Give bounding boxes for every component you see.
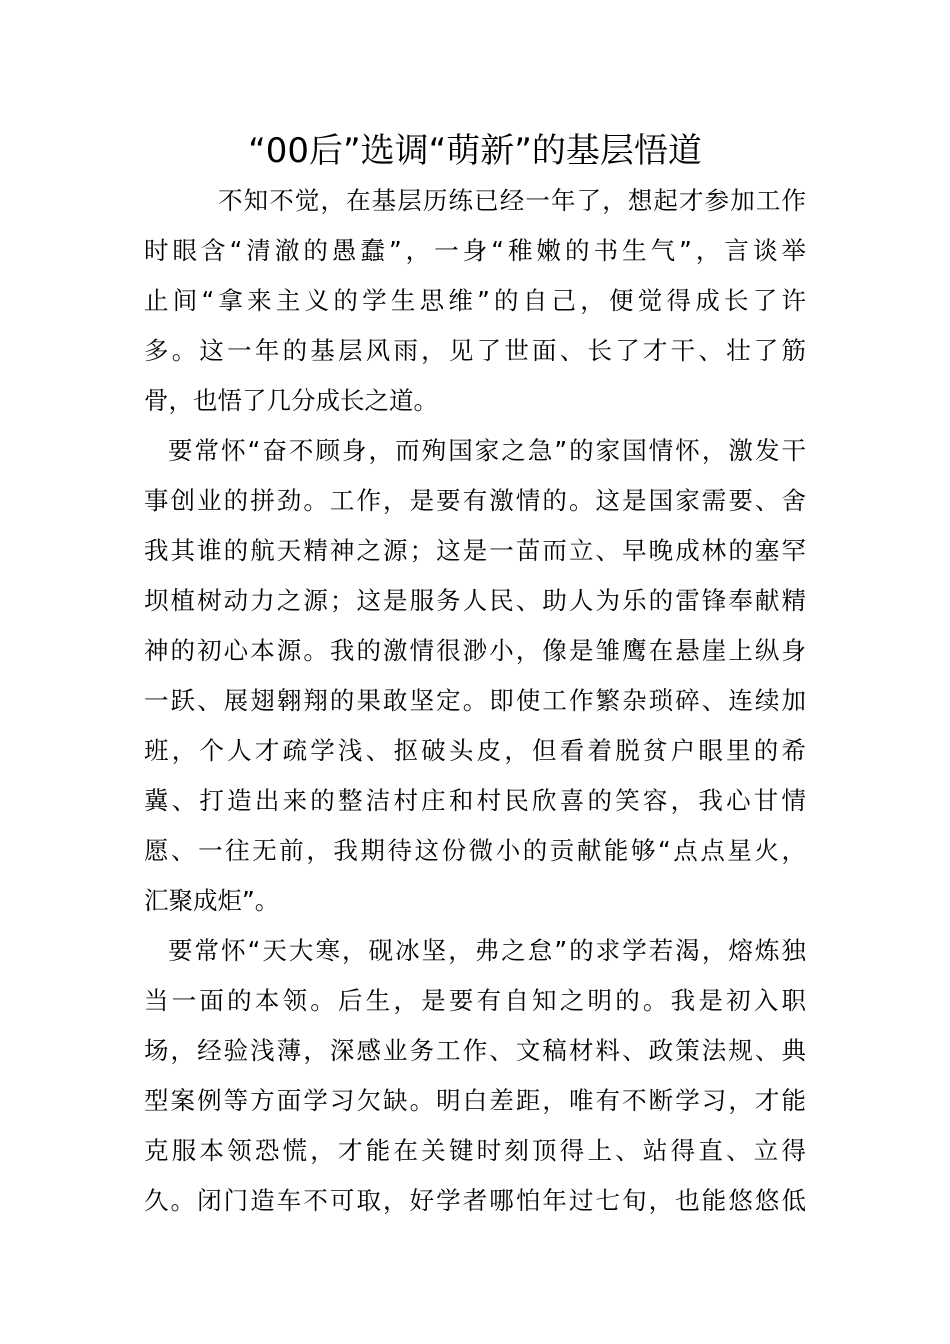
text-line: 型案例等方面学习欠缺。明白差距，唯有不断学习，才能 <box>144 1086 806 1115</box>
paragraph-3 <box>144 926 806 1226</box>
text-line: 神的初心本源。我的激情很渺小，像是雏鹰在悬崖上纵身 <box>144 636 806 665</box>
text-line: 事创业的拼劲。工作，是要有激情的。这是国家需要、舍 <box>144 486 806 515</box>
text-line: 骨，也悟了几分成长之道。 <box>144 386 438 415</box>
text-line: 多。这一年的基层风雨，见了世面、长了才干、壮了筋 <box>144 336 806 365</box>
text-line: 要常怀“天大寒，砚冰坚，弗之怠”的求学若渴，熔炼独 <box>168 936 806 965</box>
paragraph-2 <box>144 426 806 926</box>
text-line: 克服本领恐慌，才能在关键时刻顶得上、站得直、立得 <box>144 1136 806 1165</box>
text-line: 班，个人才疏学浅、抠破头皮，但看着脱贫户眼里的希 <box>144 736 806 765</box>
paragraph-1 <box>144 176 806 426</box>
text-line: 汇聚成炬”。 <box>144 886 280 915</box>
document-title: “00后”选调“萌新”的基层悟道 <box>248 131 702 171</box>
text-line: 久。闭门造车不可取，好学者哪怕年过七旬，也能悠悠低 <box>144 1186 806 1215</box>
text-line: 止间“拿来主义的学生思维”的自己，便觉得成长了许 <box>144 286 806 315</box>
text-line: 场，经验浅薄，深感业务工作、文稿材料、政策法规、典 <box>144 1036 806 1065</box>
text-line: 冀、打造出来的整洁村庄和村民欣喜的笑容，我心甘情 <box>144 786 806 815</box>
text-line: 要常怀“奋不顾身，而殉国家之急”的家国情怀，激发干 <box>168 436 806 465</box>
text-line: 当一面的本领。后生，是要有自知之明的。我是初入职 <box>144 986 806 1015</box>
document-body <box>144 176 806 1226</box>
text-line: 一跃、展翅翱翔的果敢坚定。即使工作繁杂琐碎、连续加 <box>144 686 806 715</box>
text-line: 愿、一往无前，我期待这份微小的贡献能够“点点星火， <box>144 836 806 865</box>
text-line: 不知不觉，在基层历练已经一年了，想起才参加工作 <box>218 186 806 215</box>
text-line: 我其谁的航天精神之源；这是一苗而立、早晚成林的塞罕 <box>144 536 806 565</box>
text-line: 坝植树动力之源；这是服务人民、助人为乐的雷锋奉献精 <box>144 586 806 615</box>
text-line: 时眼含“清澈的愚蠢”，一身“稚嫩的书生气”，言谈举 <box>144 236 806 265</box>
